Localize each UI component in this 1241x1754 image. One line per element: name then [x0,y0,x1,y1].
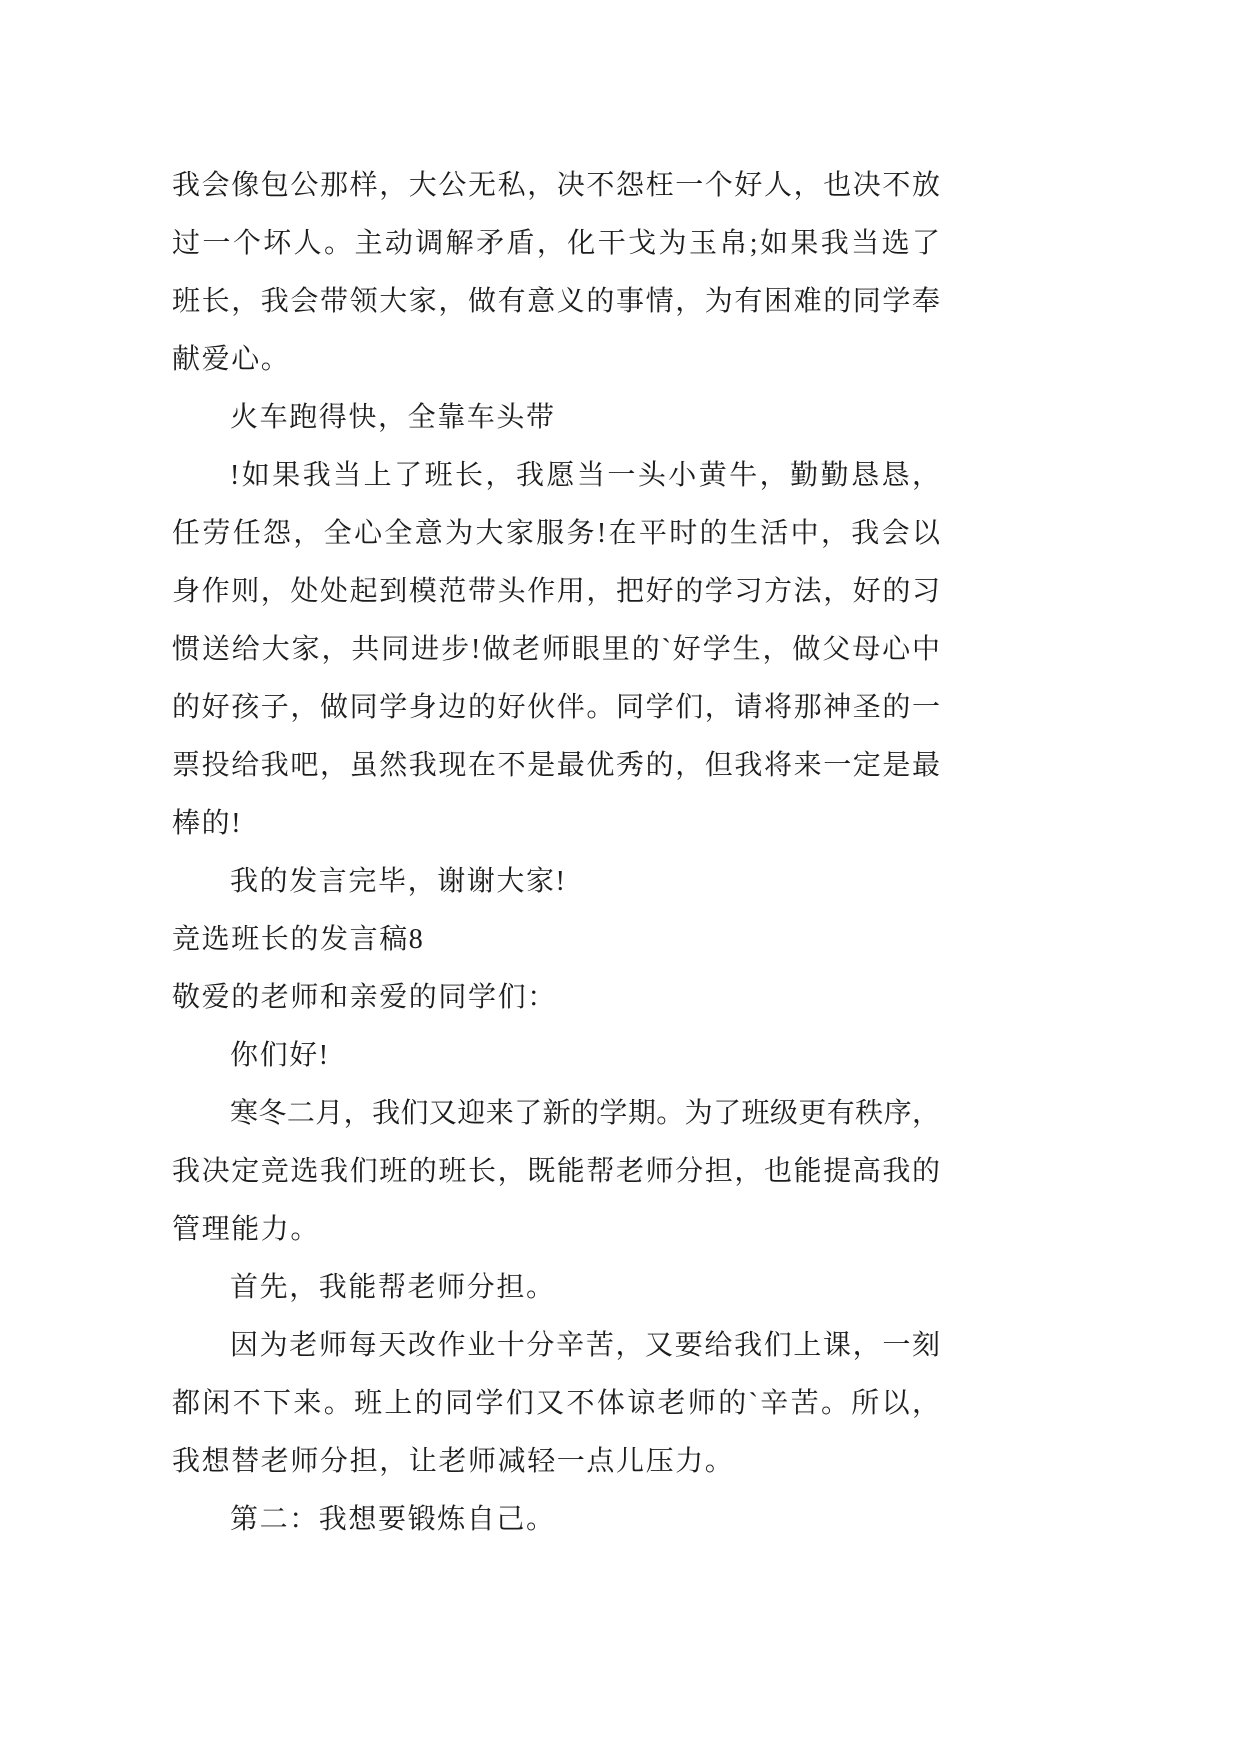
paragraph-line: 任劳任怨，全心全意为大家服务!在平时的生活中，我会以 [172,518,940,549]
paragraph-line: 我想替老师分担，让老师减轻一点儿压力。 [172,1446,735,1477]
paragraph-line: 献爱心。 [172,344,291,375]
paragraph [172,853,940,911]
paragraph-line: 的好孩子，做同学身边的好伙伴。同学们，请将那神圣的一 [172,692,940,723]
paragraph [172,447,940,853]
paragraph-line: 寒冬二月，我们又迎来了新的学期。为了班级更有秩序， [230,1098,940,1129]
paragraph-line: 因为老师每天改作业十分辛苦，又要给我们上课，一刻 [230,1330,940,1361]
paragraph-line: 棒的! [172,808,243,839]
paragraph-line: 管理能力。 [172,1214,321,1245]
paragraph-line: 第二：我想要锻炼自己。 [230,1504,556,1535]
paragraph-line: 首先，我能帮老师分担。 [230,1272,556,1303]
document-body [172,157,940,1549]
paragraph-line: 班长，我会带领大家，做有意义的事情，为有困难的同学奉 [172,286,940,317]
salutation [172,969,940,1027]
paragraph-line: 我决定竞选我们班的班长，既能帮老师分担，也能提高我的 [172,1156,940,1187]
paragraph [172,157,940,389]
salutation-text: 敬爱的老师和亲爱的同学们： [172,982,557,1013]
paragraph [172,1085,940,1259]
paragraph-line: 过一个坏人。主动调解矛盾，化干戈为玉帛;如果我当选了 [172,228,940,259]
paragraph [172,1491,940,1549]
paragraph-line: !如果我当上了班长，我愿当一头小黄牛，勤勤恳恳， [230,460,940,491]
paragraph-line: 惯送给大家，共同进步!做老师眼里的`好学生，做父母心中 [172,634,940,665]
speech-title-text: 竞选班长的发言稿8 [172,924,425,955]
paragraph [172,389,940,447]
paragraph [172,1317,940,1491]
paragraph-line: 都闲不下来。班上的同学们又不体谅老师的`辛苦。所以， [172,1388,940,1419]
paragraph-line: 身作则，处处起到模范带头作用，把好的学习方法，好的习 [172,576,940,607]
paragraph-line: 票投给我吧，虽然我现在不是最优秀的，但我将来一定是最 [172,750,940,781]
paragraph-line: 我的发言完毕，谢谢大家! [230,866,567,897]
speech-title [172,911,940,969]
paragraph-line: 我会像包公那样，大公无私，决不怨枉一个好人，也决不放 [172,170,940,201]
paragraph [172,1259,940,1317]
paragraph [172,1027,940,1085]
paragraph-line: 火车跑得快，全靠车头带 [230,402,556,433]
paragraph-line: 你们好! [230,1040,330,1071]
